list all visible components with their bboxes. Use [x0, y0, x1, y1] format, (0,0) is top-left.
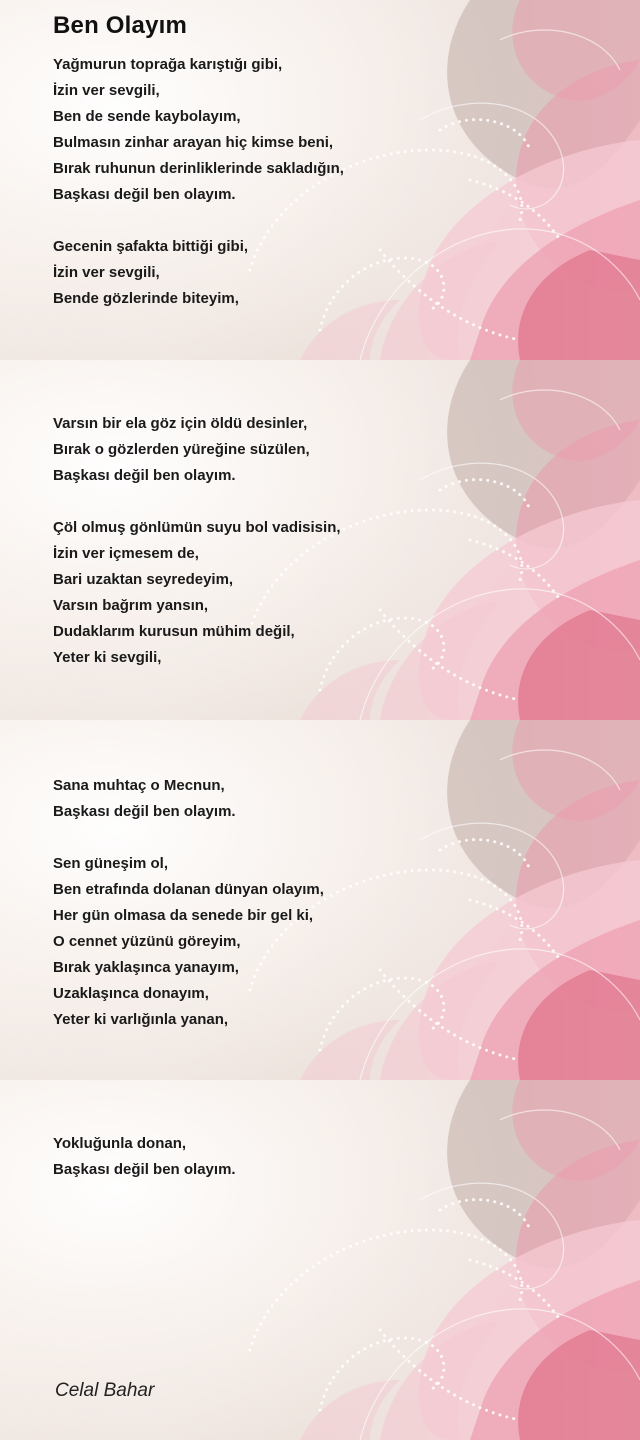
poem-line: Gecenin şafakta bittiği gibi,: [53, 238, 249, 255]
poem-line: Bırak o gözlerden yüreğine süzülen,: [53, 441, 310, 458]
poem-line: Bırak yaklaşınca yanayım,: [53, 959, 239, 976]
poem-line: Bende gözlerinde biteyim,: [53, 290, 239, 307]
stanza-block-3: [53, 773, 573, 1033]
poem-line: Yeter ki varlığınla yanan,: [53, 1011, 229, 1028]
poem-panel-2: [0, 360, 640, 720]
poem-panel-1: [0, 0, 640, 360]
poem-line: Bari uzaktan seyredeyim,: [53, 571, 234, 588]
poem-line: Çöl olmuş gönlümün suyu bol vadisisin,: [53, 519, 341, 536]
poem-line: Başkası değil ben olayım.: [53, 186, 236, 203]
stanza-block-2: [53, 411, 573, 671]
stanza-break: [53, 208, 573, 234]
poem-line: Ben de sende kaybolayım,: [53, 108, 241, 125]
poem-line: Yağmurun toprağa karıştığı gibi,: [53, 56, 283, 73]
poem-line: Sana muhtaç o Mecnun,: [53, 777, 225, 794]
poem-panel-3: [0, 720, 640, 1080]
poem-line: Bırak ruhunun derinliklerinde sakladığın,: [53, 160, 344, 177]
poem-line: Uzaklaşınca donayım,: [53, 985, 209, 1002]
stanza-block-4: [53, 1131, 573, 1183]
poem-line: Bulmasın zinhar arayan hiç kimse beni,: [53, 134, 334, 151]
stanza-break: [53, 825, 573, 851]
poem-line: Başkası değil ben olayım.: [53, 803, 236, 820]
stanza-break: [53, 489, 573, 515]
poem-line: Sen güneşim ol,: [53, 855, 169, 872]
poem-line: Dudaklarım kurusun mühim değil,: [53, 623, 295, 640]
poem-line: İzin ver sevgili,: [53, 82, 160, 99]
poem-line: Yokluğunla donan,: [53, 1135, 187, 1152]
poem-line: Başkası değil ben olayım.: [53, 1161, 236, 1178]
poem-line: Başkası değil ben olayım.: [53, 467, 236, 484]
poem-line: O cennet yüzünü göreyim,: [53, 933, 241, 950]
poem-author: Celal Bahar: [55, 1380, 155, 1401]
poem-line: İzin ver sevgili,: [53, 264, 160, 281]
poem-line: İzin ver içmesem de,: [53, 545, 199, 562]
stanza-block-1: [53, 52, 573, 312]
poem-title: Ben Olayım: [53, 12, 188, 39]
poem-line: Ben etrafında dolanan dünyan olayım,: [53, 881, 324, 898]
poem-line: Yeter ki sevgili,: [53, 649, 162, 666]
poem-line: Her gün olmasa da senede bir gel ki,: [53, 907, 314, 924]
poem-line: Varsın bağrım yansın,: [53, 597, 209, 614]
poem-line: Varsın bir ela göz için öldü desinler,: [53, 415, 308, 432]
